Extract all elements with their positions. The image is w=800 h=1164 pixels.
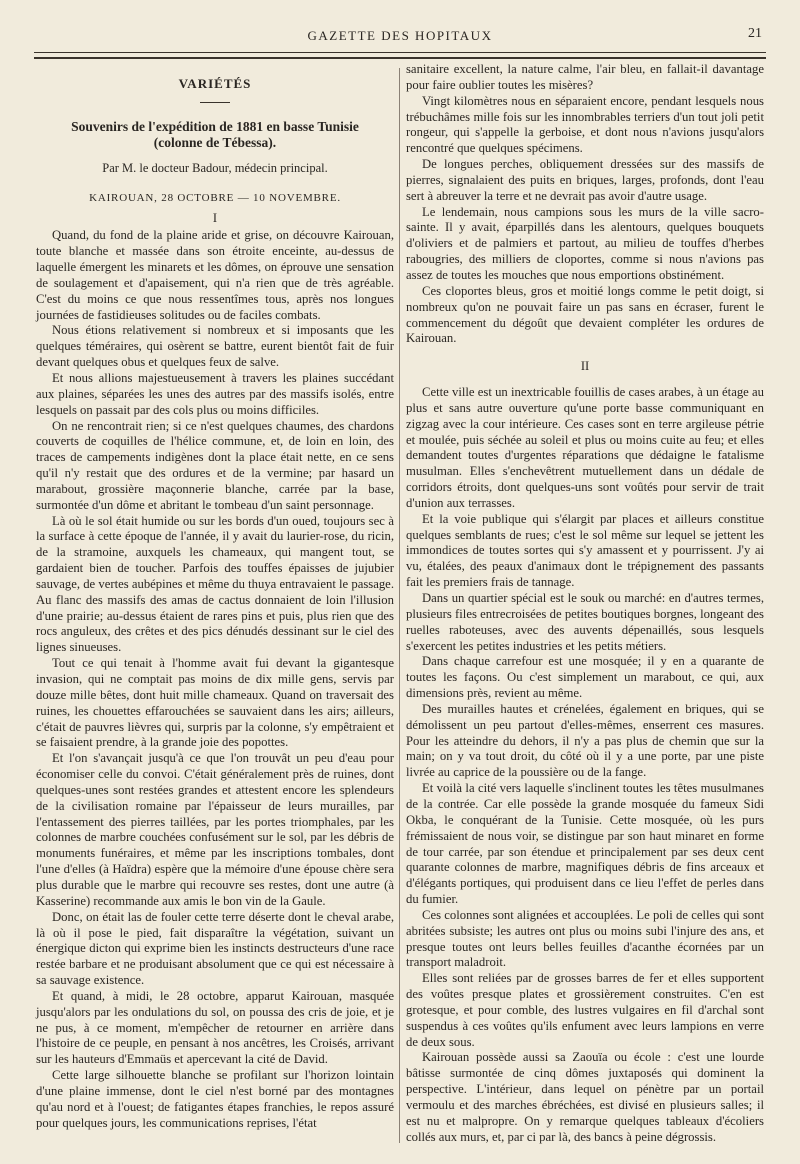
paragraph: Là où le sol était humide ou sur les bords d'un oued, toujours sec à la surface à cette époque de l'année, il y avait du laurier-rose, du ricin, de la stramoine, auxquels les chameaux, qui mangent tout, se gardaient bien de toucher. Parfois des touffes épaisses de jujubier sauvage, de vertes aubépines et même du thuya entravaient le passage. Au flanc des massifs des amas de cactus donnaient de loin l'illusion d'une prairie; au-dessus étaient de rares pins et puis, plus rien que des rocs anguleux, des crêtes et des pics dénudés dessinant sur le ciel des lignes sinueuses. bbox=[36, 513, 394, 655]
paragraph: Et quand, à midi, le 28 octobre, apparut Kairouan, masquée jusqu'alors par les ondulations du sol, on poussa des cris de joie, et je ne pus, à ce moment, m'empêcher de retourner en arrière dans l'histoire de ce peuple, en pensant à nos ancêtres, les Croisés, arrivant sur les hauteurs d'Emmaüs et apercevant la cité de David. bbox=[36, 988, 394, 1067]
paragraph: Vingt kilomètres nous en séparaient encore, pendant lesquels nous trébuchâmes mille fois sur les innombrables terriers d'un tout joli petit rongeur, qui s'appelle la gerboise, et dont nous n'avions jusqu'alors rencontré que quelques spécimens. bbox=[406, 93, 764, 156]
byline: Par M. le docteur Badour, médecin principal. bbox=[102, 160, 328, 175]
paragraph: Dans un quartier spécial est le souk ou marché: en d'autres termes, plusieurs files entrecroisées de petites boutiques borgnes, longeant des ruelles raboteuses, avec des auvents dépenaillés, sous lesquels s'exercent les petites industries et les petits métiers. bbox=[406, 591, 764, 653]
paragraph: Des murailles hautes et crénelées, également en briques, qui se démolissent un peu partout d'elles-mêmes, enserrent ces masures. Pour les atteindre du dehors, il n'y a pas plus de chemin que sur la main; on y va tout droit, du côté où il y a une porte, par une piste livrée au caprice de la poussière ou de la fange. bbox=[406, 701, 764, 780]
paragraph: De longues perches, obliquement dressées sur des massifs de pierres, signalaient des puits en briques, larges, profonds, dont l'eau sert à abreuver la terre et ne devrait pas avoir d'autre usage. bbox=[406, 157, 764, 203]
left-paragraphs bbox=[36, 228, 394, 1131]
section-divider bbox=[200, 102, 230, 103]
paragraph: Dans chaque carrefour est une mosquée; il y en a quarante de toutes les façons. Ou c'est simplement un marabout, ce qui, aux dimensions près, revient au même. bbox=[406, 654, 764, 701]
header-rule bbox=[34, 52, 766, 53]
part-number-1: I bbox=[212, 210, 218, 225]
right-intro-paragraphs bbox=[406, 62, 764, 347]
part-number-2: II bbox=[580, 359, 590, 374]
page-header bbox=[30, 26, 770, 48]
right-column bbox=[406, 62, 764, 1146]
left-column bbox=[36, 68, 394, 1131]
paragraph: Kairouan possède aussi sa Zaouïa ou école : c'est une lourde bâtisse surmontée de cinq dômes juxtaposés qui dominent la perspective. L'intérieur, dans lequel on pénètre par un portail vermoulu et des marches ébréchées, est divisé en plusieurs salles; il est nu et malpropre. On y remarque quelques tableaux d'écoliers collés aux murs, et, par ci par là, des bancs à peine dégrossis. bbox=[406, 1050, 764, 1144]
paragraph: sanitaire excellent, la nature calme, l'air bleu, en fallait-il davantage pour faire oublier toutes les misères? bbox=[406, 62, 764, 92]
article-title-line1: Souvenirs de l'expédition de 1881 en basse Tunisie bbox=[71, 118, 359, 134]
paragraph: Nous étions relativement si nombreux et si imposants que les quelques téméraires, qui osèrent se battre, eurent bientôt fait de fuir devant quelques obus et quelques feux de salve. bbox=[36, 323, 394, 370]
paragraph: Cette ville est un inextricable fouillis de cases arabes, à un étage au plus et sans autre ouverture qu'une porte basse communiquant en zigzag avec la cour intérieure. Ces cases sont en terre argileuse pétrie et moulée, puis séchée au soleil et plus ou moins cuite au feu; et elles demandent toutes d'urgentes réparations que dédaigne le fatalisme musulman. Elles s'enchevêtrent mutuellement dans un dédale de corridors étroits, dont quelques-uns sont voûtés pour servir de trait d'union aux terrasses. bbox=[406, 385, 764, 510]
running-title: GAZETTE DES HOPITAUX bbox=[307, 28, 493, 43]
paragraph: Tout ce qui tenait à l'homme avait fui devant la gigantesque invasion, qui ne comptait pas moins de dix mille gens, servis par douze mille bêtes, dont huit mille chameaux. Quand on traversait des ruines, les chouettes effarouchées se sauvaient dans les airs; ailleurs, c'était de pauvres lièvres qui, surpris par la colonne, s'y empêtraient et se faisaient prendre, à la grande joie des popottes. bbox=[36, 656, 394, 750]
paragraph: On ne rencontrait rien; si ce n'est quelques chaumes, des chardons couverts de coquilles de l'hélice commune, et, de loin en loin, des traces de campements indigènes dont la place était nette, en ce sens qu'il n'y restait que des ordures et de la vermine; par hasard un marabout, grossière maçonnerie blanche, carrée par la base, surmontée d'un dôme et abritant le tombeau d'un saint personnage. bbox=[36, 418, 394, 512]
header-rule-thick bbox=[34, 57, 766, 59]
page-number: 21 bbox=[748, 26, 762, 41]
paragraph: Et nous allions majestueusement à travers les plaines succédant aux plaines, séparées les unes des autres par des massifs isolés, entre lesquels on passait par des cols plus ou moins difficiles. bbox=[36, 370, 394, 417]
paragraph: Le lendemain, nous campions sous les murs de la ville sacro-sainte. Il y avait, éparpillés dans les alentours, quelques bouquets d'oliviers et de palmiers et partout, au milieu de touffes d'herbes rabougries, des milliers de cloportes, comme si nous n'avions pas assez de toutes les mouches que nous emportions obstinément. bbox=[406, 204, 764, 282]
paragraph: Quand, du fond de la plaine aride et grise, on découvre Kairouan, toute blanche et massée dans son étroite enceinte, au-dessus de laquelle émergent les minarets et les dômes, on éprouve une sensation de soulagement et d'apaisement, qui n'a rien que de très agréable. C'est du moins ce que nous ressentîmes tous, après nos longues journées de fastidieuses solitudes ou de faciles combats. bbox=[36, 228, 394, 322]
paragraph: Elles sont reliées par de grosses barres de fer et elles supportent des voûtes presque plates et grossièrement construites. C'en est grotesque, et pour comble, des lustres vulgaires en fil d'archal sont suspendus à ces voûtes qu'ils enfument avec leurs lampions en verre de deux sous. bbox=[406, 971, 764, 1049]
article-title-line2: (colonne de Tébessa). bbox=[153, 134, 277, 150]
paragraph: Ces colonnes sont alignées et accouplées. Le poli de celles qui sont abritées subsiste; les autres ont plus ou moins subi l'injure des ans, et presque toutes ont leurs belles feuilles d'acanthe écornées par un transport maladroit. bbox=[406, 907, 764, 970]
paragraph: Ces cloportes bleus, gros et moitié longs comme le petit doigt, si nombreux qu'on ne pouvait faire un pas sans en écraser, furent le commencement du dégoût que devaient compléter les ordures de Kairouan. bbox=[406, 283, 764, 346]
section-title: VARIÉTÉS bbox=[178, 76, 252, 91]
paragraph: Et la voie publique qui s'élargit par places et ailleurs constitue quelques semblants de rues; c'est le sol même sur lequel se jettent les immondices de toutes sortes qui s'y amassent et y pourrissent. J'y ai vu, étalées, des peaux d'animaux dont le trépignement des passants fait les premiers frais de tannage. bbox=[406, 511, 764, 590]
dateline: KAIROUAN, 28 OCTOBRE — 10 NOVEMBRE. bbox=[89, 191, 341, 204]
article-title bbox=[36, 119, 394, 151]
right-part2-paragraphs bbox=[406, 385, 764, 1146]
column-divider bbox=[399, 68, 400, 1143]
paragraph: Et l'on s'avançait jusqu'à ce que l'on trouvât un peu d'eau pour économiser celle du convoi. C'était généralement près de ruines, dont quelques-unes sont restées grandes et attestent encore les splendeurs de la civilisation romaine par l'épaisseur de leurs murailles, par l'entassement des pierres taillées, par les portes triomphales, par les colonnes de marbre couchées confusément sur le sol, par les débris de monuments funéraires, et même par les inscriptions tombales, dont l'une d'elles (à Haïdra) espère que la mémoire d'une épouse chère sera plus durable que le marbre qui recouvre ses restes, dont une autre (à Kasserine) recommande aux amis le bon vin de la Gaule. bbox=[36, 751, 394, 908]
paragraph: Et voilà la cité vers laquelle s'inclinent toutes les têtes musulmanes de la contrée. Car elle possède la grande mosquée du fameux Sidi Okba, le conquérant de la Tunisie. Cette mosquée, où les purs frémissaient de nous voir, se distingue par son haut minaret en forme de tour carrée, par son étendue et principalement par ses deux cent quarante colonnes de marbre, magnifiques débris de fins arceaux et d'élégants portiques, qui produisent dans ce lieu l'effet de perles dans du fumier. bbox=[406, 781, 764, 907]
paragraph: Donc, on était las de fouler cette terre déserte dont le cheval arabe, là où il pose le pied, fait disparaître la végétation, suivant un énergique dicton qui exprime bien les instincts destructeurs d'une race restée barbare et ne produisant absolument que ce qui est nécessaire à sa sauvage existence. bbox=[36, 909, 394, 988]
paragraph: Cette large silhouette blanche se profilant sur l'horizon lointain d'une plaine immense, dont le ciel n'est borné par des montagnes qu'au nord et à l'ouest; de fatigantes étapes franchies, le repos assuré pour quelques jours, les communications reprises, l'état bbox=[36, 1068, 394, 1130]
